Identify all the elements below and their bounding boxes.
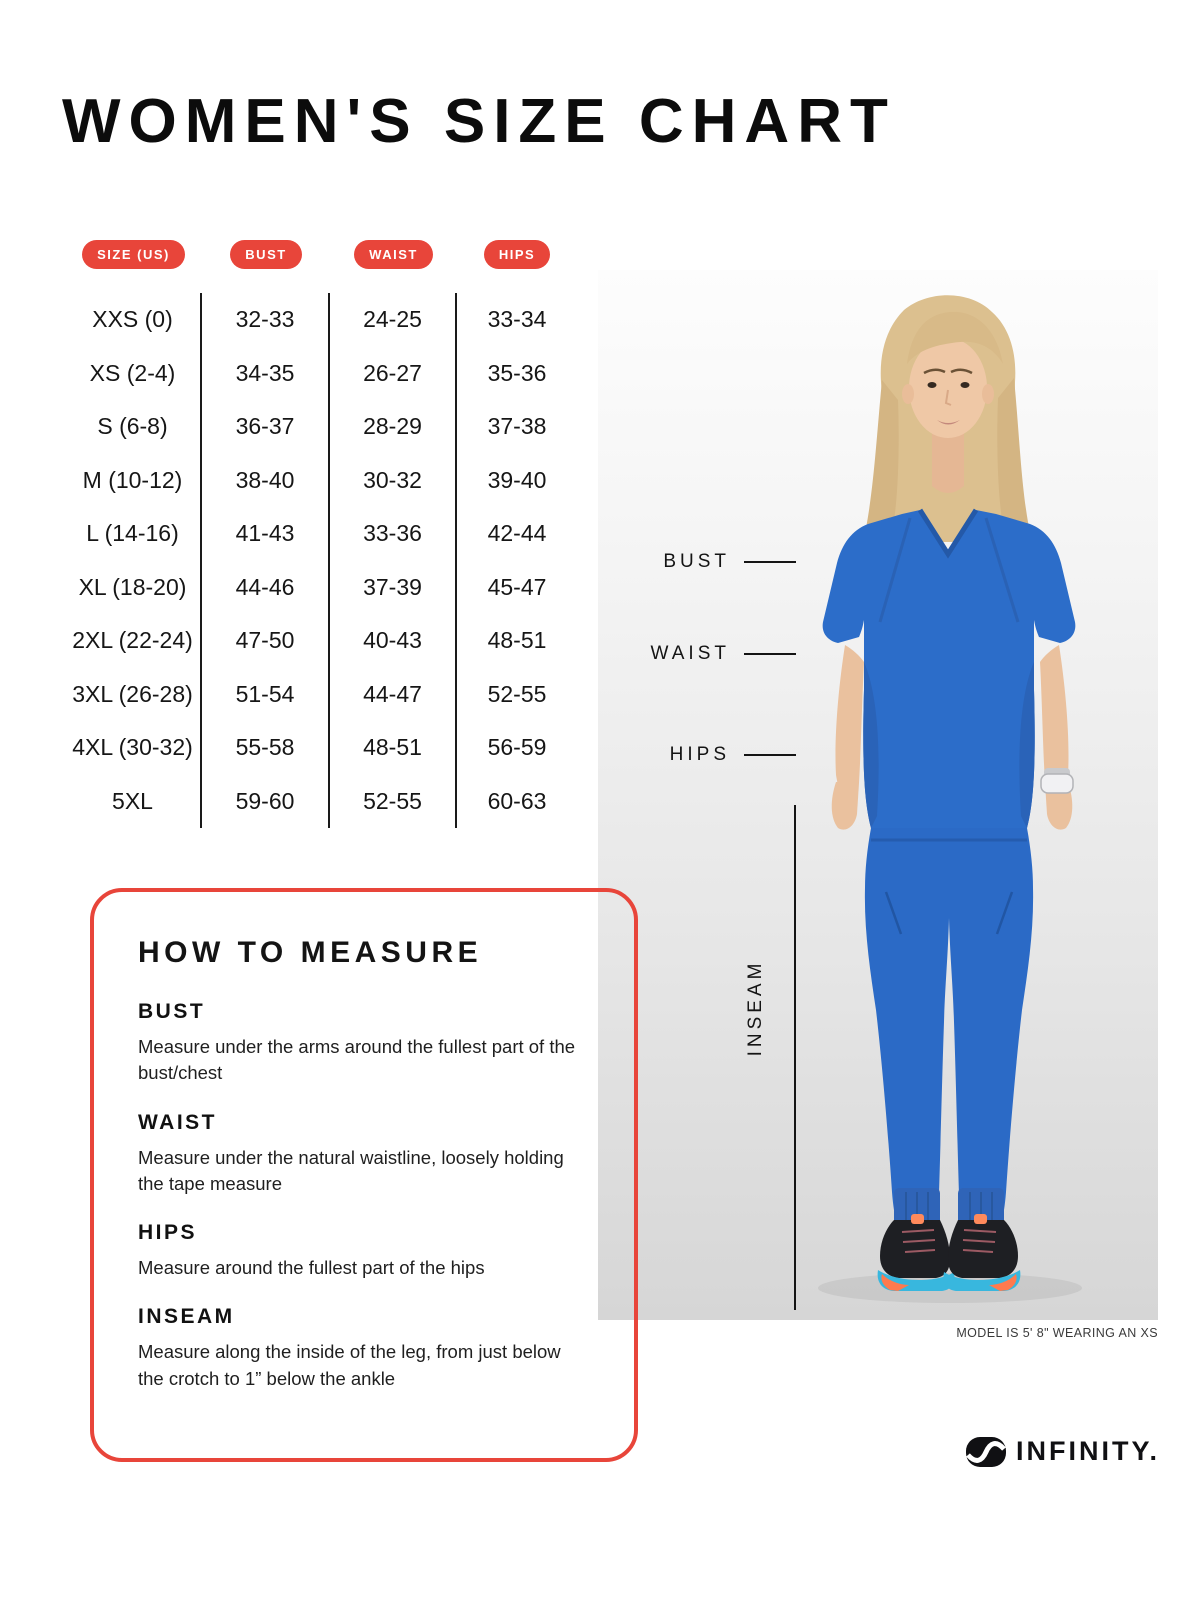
column-header-cell	[457, 240, 577, 269]
measure-guide-heading: HOW TO MEASURE	[138, 936, 483, 969]
measurement-cell: 48-51	[330, 721, 457, 775]
size-label-cell: 4XL (30-32)	[65, 721, 202, 775]
measure-guide-items	[138, 1000, 594, 1392]
measurement-cell: 56-59	[487, 734, 547, 761]
measurement-cell: 33-34	[487, 306, 547, 333]
measurement-cell: 24-25	[330, 293, 457, 347]
measure-item-text: Measure around the fullest part of the hips	[138, 1257, 485, 1279]
page-title: WOMEN'S SIZE CHART	[62, 87, 896, 156]
size-label-cell: 5XL	[65, 775, 202, 829]
size-label-cell: L (14-16)	[65, 507, 202, 561]
measurement-cell: 60-63	[487, 787, 547, 814]
measurement-cell: 33-36	[330, 507, 457, 561]
infinity-icon	[966, 1437, 1006, 1467]
measure-item-label: WAIST	[138, 1110, 217, 1134]
measurement-cell: 55-58	[202, 721, 330, 775]
measurement-cell: 37-39	[330, 561, 457, 615]
column-pill-waist: WAIST	[354, 240, 433, 269]
measurement-cell: 44-47	[330, 668, 457, 722]
measurement-cell: 48-51	[487, 627, 547, 654]
size-label-cell: XL (18-20)	[65, 561, 202, 615]
size-label-cell: XS (2-4)	[65, 347, 202, 401]
model-photo	[598, 270, 1158, 1320]
measurement-cell: 59-60	[202, 775, 330, 829]
measurement-cell: 26-27	[330, 347, 457, 401]
size-table	[65, 240, 577, 828]
size-label-cell: 2XL (22-24)	[65, 614, 202, 668]
figure-label-inseam: INSEAM	[745, 959, 766, 1057]
measurement-cell: 52-55	[330, 775, 457, 829]
pointer-line	[744, 754, 796, 756]
column-header-cell	[65, 240, 202, 269]
measure-item-label: HIPS	[138, 1221, 198, 1245]
figure-label-waist	[598, 643, 796, 665]
measurement-cell: 30-32	[330, 454, 457, 508]
measure-item-label: BUST	[138, 1000, 206, 1023]
figure-label-text: HIPS	[669, 744, 730, 765]
measurement-cell: 44-46	[202, 561, 330, 615]
measurement-cell: 32-33	[202, 293, 330, 347]
measurement-cell: 34-35	[202, 347, 330, 401]
measurement-cell: 36-37	[202, 400, 330, 454]
measure-item-label: INSEAM	[138, 1305, 235, 1329]
measure-item-text: Measure along the inside of the leg, from just below the crotch to 1” below the ankle	[138, 1341, 561, 1389]
figure-label-bust	[598, 551, 796, 573]
size-label-cell: XXS (0)	[65, 293, 202, 347]
size-label-cell: S (6-8)	[65, 400, 202, 454]
measurement-cell: 47-50	[202, 614, 330, 668]
figure-label-text: WAIST	[650, 643, 730, 664]
column-header-cell	[202, 240, 330, 269]
measurement-cell: 41-43	[202, 507, 330, 561]
size-label-cell: M (10-12)	[65, 454, 202, 508]
inseam-line	[794, 805, 796, 1310]
measure-item-text: Measure under the natural waistline, loosely holding the tape measure	[138, 1146, 564, 1194]
model-caption: MODEL IS 5' 8" WEARING AN XS	[956, 1326, 1158, 1340]
brand-logo	[966, 1436, 1160, 1467]
measurement-cell: 35-36	[487, 359, 547, 386]
size-table-header	[65, 240, 577, 269]
size-table-body	[65, 293, 577, 828]
measurement-cell: 52-55	[487, 680, 547, 707]
column-pill-bust: BUST	[230, 240, 301, 269]
measurement-cell: 37-38	[487, 413, 547, 440]
column-header-cell	[330, 240, 457, 269]
column-pill-size-us: SIZE (US)	[82, 240, 185, 269]
figure-label-hips	[598, 744, 796, 766]
measurement-cell: 51-54	[202, 668, 330, 722]
size-label-cell: 3XL (26-28)	[65, 668, 202, 722]
measurement-cell: 39-40	[487, 466, 547, 493]
how-to-measure-box	[90, 888, 638, 1462]
measurement-cell: 40-43	[330, 614, 457, 668]
pointer-line	[744, 561, 796, 563]
measurement-cell: 45-47	[487, 573, 547, 600]
measurement-cell: 28-29	[330, 400, 457, 454]
measurement-cell: 42-44	[487, 520, 547, 547]
measurement-cell: 38-40	[202, 454, 330, 508]
brand-wordmark: INFINITY.	[1015, 1436, 1160, 1466]
column-pill-hips: HIPS	[484, 240, 550, 269]
pointer-line	[744, 653, 796, 655]
figure-label-text: BUST	[663, 551, 730, 572]
measure-item-text: Measure under the arms around the fullest part of the bust/chest	[138, 1036, 576, 1084]
model-photo-area	[598, 270, 1158, 1320]
